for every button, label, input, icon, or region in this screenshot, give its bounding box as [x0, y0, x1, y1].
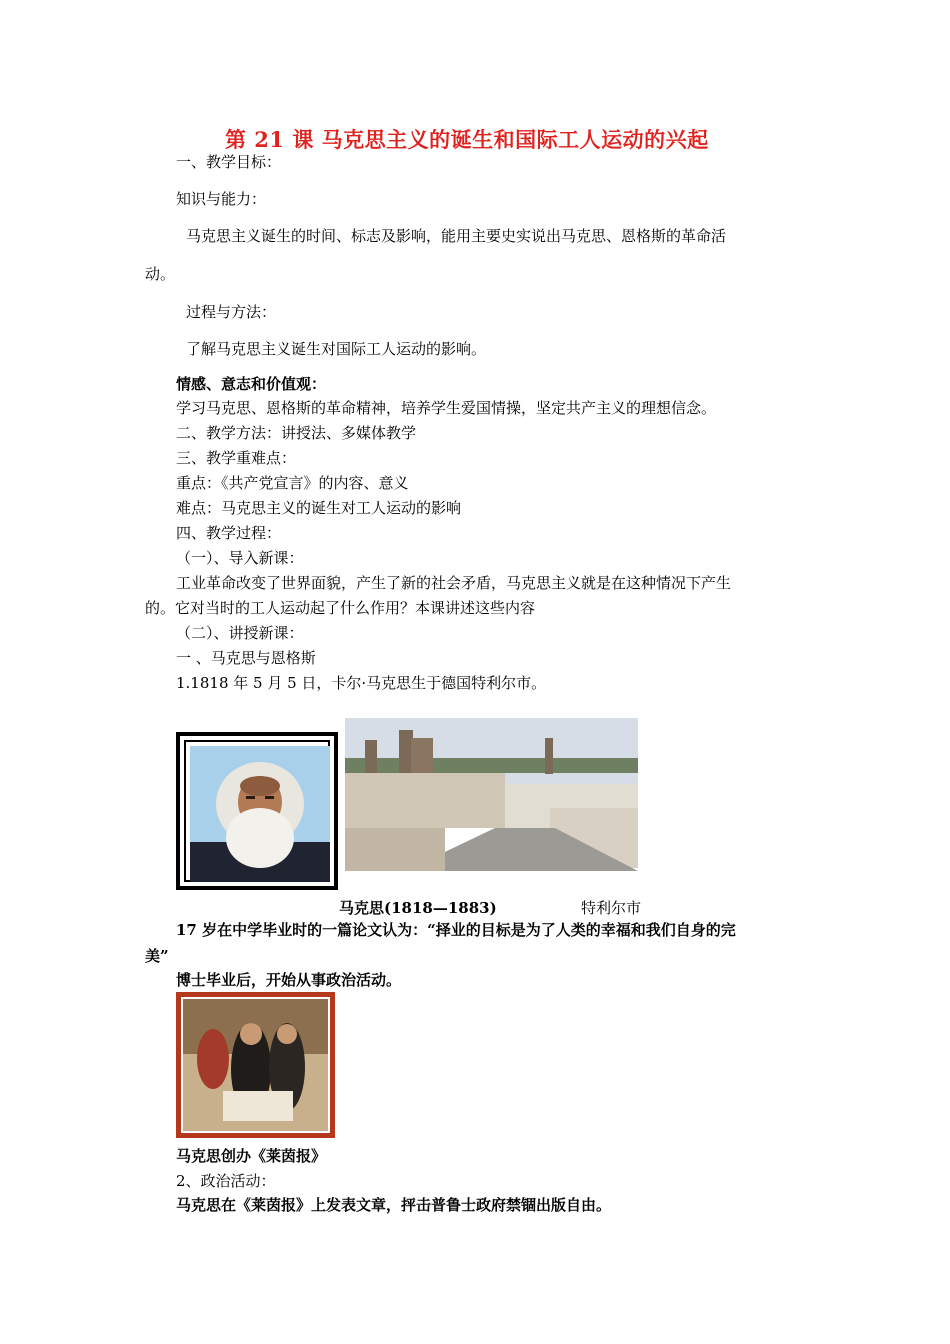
trier-caption: 特利尔市: [581, 899, 642, 917]
teach-heading: （二）、讲授新课：: [176, 624, 304, 642]
essay-text-line1: 17 岁在中学毕业时的一篇论文认为：“择业的目标是为了人类的幸福和我们自身的完: [176, 921, 736, 939]
objectives-heading: 一、教学目标：: [176, 153, 282, 171]
intro-heading: （一）、导入新课：: [176, 549, 304, 567]
marx-portrait-frame: [176, 732, 338, 890]
knowledge-text-line2: 动。: [145, 265, 176, 283]
newspaper-painting-frame: [176, 992, 335, 1138]
newspaper-caption: 马克思创办《莱茵报》: [176, 1147, 327, 1165]
emotion-text: 学习马克思、恩格斯的革命精神，培养学生爱国情操，坚定共产主义的理想信念。: [176, 399, 717, 417]
process-heading: 过程与方法：: [186, 303, 277, 321]
political-heading: 2、政治活动：: [176, 1172, 276, 1190]
knowledge-heading: 知识与能力：: [176, 190, 267, 208]
intro-text-line1: 工业革命改变了世界面貌，产生了新的社会矛盾，马克思主义就是在这种情况下产生: [176, 574, 732, 592]
marx-portrait-image: [190, 746, 330, 882]
hard-point: 难点：马克思主义的诞生对工人运动的影响: [176, 499, 462, 517]
birth-text: 1.1818 年 5 月 5 日，卡尔·马克思生于德国特利尔市。: [176, 674, 547, 692]
intro-text-line2: 的。它对当时的工人运动起了什么作用？本课讲述这些内容: [145, 599, 536, 617]
lesson-title: 第 21 课 马克思主义的诞生和国际工人运动的兴起: [225, 127, 709, 152]
process-text: 了解马克思主义诞生对国际工人运动的影响。: [186, 340, 487, 358]
subsection-marx-engels: 一 、马克思与恩格斯: [176, 649, 316, 667]
marx-caption: 马克思(1818—1883): [339, 899, 497, 917]
knowledge-text-line1: 马克思主义诞生的时间、标志及影响，能用主要史实说出马克思、恩格斯的革命活: [186, 227, 727, 245]
method-line: 二、教学方法：讲授法、多媒体教学: [176, 424, 417, 442]
essay-text-line2: 美”: [145, 947, 169, 965]
article-text: 马克思在《莱茵报》上发表文章，抨击普鲁士政府禁锢出版自由。: [176, 1196, 612, 1214]
key-point: 重点：《共产党宣言》的内容、意义: [176, 474, 409, 492]
difficulty-heading: 三、教学重难点：: [176, 449, 297, 467]
doctor-text: 博士毕业后，开始从事政治活动。: [176, 971, 402, 989]
process-section-heading: 四、教学过程：: [176, 524, 282, 542]
newspaper-painting-image: [183, 999, 328, 1131]
trier-city-photo: [345, 718, 638, 871]
emotion-heading: 情感、意志和价值观：: [176, 375, 327, 393]
